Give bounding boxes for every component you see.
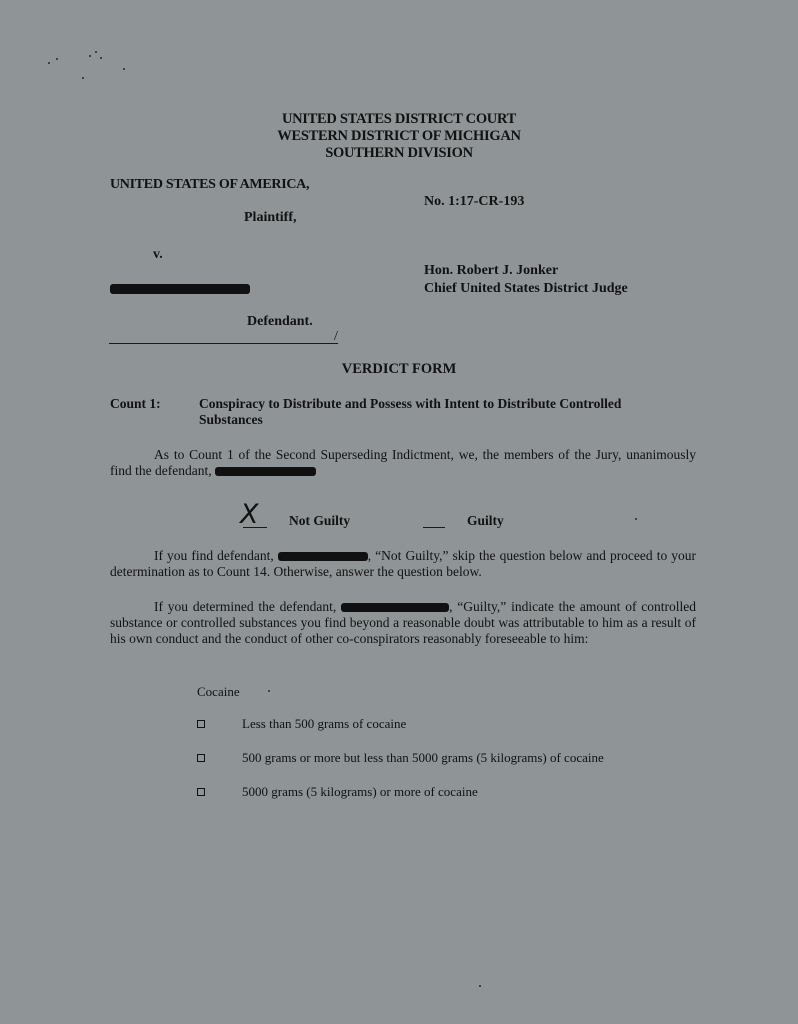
caption-underline xyxy=(109,343,338,344)
scan-speck xyxy=(635,518,637,520)
count-title-line1: Conspiracy to Distribute and Possess with Intent to Distribute Controlled xyxy=(199,396,622,411)
instruction-guilty xyxy=(110,599,696,647)
count-title-line2: Substances xyxy=(199,412,263,427)
not-guilty-label: Not Guilty xyxy=(289,513,351,528)
option-checkbox-less-than-500[interactable] xyxy=(197,720,205,728)
redacted-name xyxy=(215,467,316,476)
finding-paragraph xyxy=(110,447,696,479)
scan-speck xyxy=(268,690,270,692)
caption-slash: / xyxy=(334,329,338,344)
option-checkbox-5000-or-more[interactable] xyxy=(197,788,205,796)
instruction-not-guilty-after: , “Not Guilty,” skip the question below and proceed to your determination as to Count 14. Otherwise, answer the question below. xyxy=(110,548,696,579)
option-label: 5000 grams (5 kilograms) or more of cocaine xyxy=(242,784,478,799)
substance-heading: Cocaine xyxy=(197,684,240,699)
versus: v. xyxy=(153,247,163,262)
scan-speck xyxy=(100,57,102,59)
option-checkbox-500-to-5000[interactable] xyxy=(197,754,205,762)
judge-title: Chief United States District Judge xyxy=(424,281,628,296)
defendant-label: Defendant. xyxy=(247,314,313,329)
instruction-guilty-after: , “Guilty,” indicate the amount of controlled substance or controlled substances you find beyond a reasonable doubt was attributable to him as a result of his own conduct and the conduct of other co-conspirators reasonably foreseeable to him: xyxy=(110,599,697,646)
court-district: WESTERN DISTRICT OF MICHIGAN xyxy=(277,128,521,144)
judge-name: Hon. Robert J. Jonker xyxy=(424,263,559,278)
form-title: VERDICT FORM xyxy=(341,361,457,377)
court-name: UNITED STATES DISTRICT COURT xyxy=(281,111,517,127)
instruction-guilty-before: If you determined the defendant, xyxy=(154,599,337,614)
guilty-blank[interactable] xyxy=(423,527,445,528)
court-division: SOUTHERN DIVISION xyxy=(325,145,473,161)
scan-speck xyxy=(123,68,125,70)
finding-intro: As to Count 1 of the Second Superseding Indictment, we, the members of the Jury, unanimously find the defendant, xyxy=(110,447,696,478)
scan-speck xyxy=(479,985,481,987)
instruction-not-guilty-before: If you find defendant, xyxy=(154,548,274,563)
option-label: 500 grams or more but less than 5000 grams (5 kilograms) of cocaine xyxy=(242,750,604,765)
scan-speck xyxy=(82,77,84,79)
instruction-not-guilty xyxy=(110,548,696,580)
redacted-name xyxy=(341,603,449,612)
redacted-defendant-name xyxy=(110,284,250,294)
count-label: Count 1: xyxy=(110,396,161,411)
plaintiff-label: Plaintiff, xyxy=(244,210,297,225)
scan-speck xyxy=(56,58,58,60)
not-guilty-check-mark[interactable]: X xyxy=(240,499,259,530)
scan-speck xyxy=(89,55,91,57)
guilty-label: Guilty xyxy=(467,513,504,528)
case-number: No. 1:17-CR-193 xyxy=(424,194,525,209)
scan-speck xyxy=(95,51,97,53)
option-label: Less than 500 grams of cocaine xyxy=(242,716,407,731)
scan-speck xyxy=(48,62,50,64)
redacted-name xyxy=(278,552,368,561)
plaintiff-name: UNITED STATES OF AMERICA, xyxy=(110,177,310,192)
